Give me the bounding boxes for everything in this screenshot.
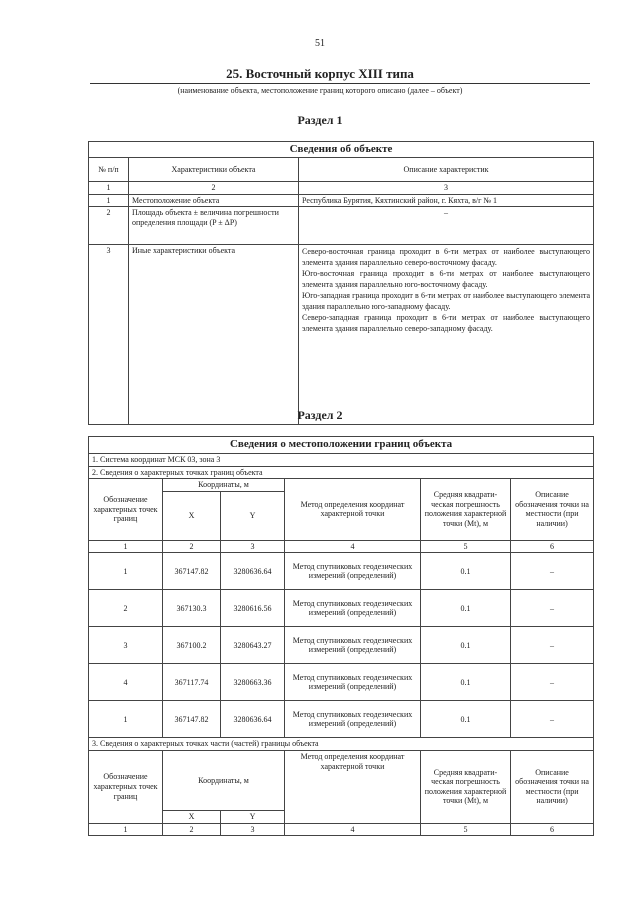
row-characteristic: Иные характеристики объекта — [129, 245, 299, 425]
header-y: Y — [221, 491, 285, 540]
point-method: Метод спутниковых геодезических измерений (определений) — [285, 590, 421, 627]
row-description: Северо-восточная граница проходит в 6-ти метрах от наиболее выступающего элемента здания параллельно северо-восточному фасаду. Юго-восточная граница проходит в 6-ти метрах от наиболее выступающего элемента здания параллельно юго-восточному фасаду. Юго-западная граница проходит в 6-ти метрах от наиболее выступающего элемента здания параллельно юго-западному фасаду. Северо-западная граница проходит в 6-ти метрах от наиболее выступающего элемента здания параллельно северо-западному фасаду. — [299, 245, 594, 425]
header-coords: Координаты, м — [163, 479, 285, 492]
page-title: 25. Восточный корпус XIII типа — [226, 66, 414, 81]
row-description: – — [299, 207, 594, 245]
page-number: 51 — [315, 38, 325, 49]
part-header-method: Метод определения координат характерной точки — [285, 750, 421, 823]
col-number: 5 — [421, 823, 511, 836]
part-header-x: X — [163, 810, 221, 823]
part-caption: 3. Сведения о характерных точках части (частей) границы объекта — [89, 738, 594, 751]
col-number: 1 — [89, 182, 129, 195]
point-x: 367130.3 — [163, 590, 221, 627]
row-num: 1 — [89, 194, 129, 207]
col-number: 3 — [221, 823, 285, 836]
points-caption: 2. Сведения о характерных точках границ объекта — [89, 466, 594, 479]
point-id: 3 — [89, 627, 163, 664]
object-info-table — [88, 141, 594, 425]
point-desc: – — [511, 590, 594, 627]
header-point-desc: Описание обозначения точки на местности (при наличии) — [511, 479, 594, 541]
point-x: 367147.82 — [163, 701, 221, 738]
part-header-error: Средняя квадрати-ческая погрешность положения характерной точки (Mt), м — [421, 750, 511, 823]
point-method: Метод спутниковых геодезических измерений (определений) — [285, 627, 421, 664]
col-number: 2 — [163, 540, 221, 553]
col-number: 1 — [89, 540, 163, 553]
point-id: 4 — [89, 664, 163, 701]
col-number: 3 — [221, 540, 285, 553]
table-row — [89, 245, 594, 425]
point-y: 3280663.36 — [221, 664, 285, 701]
point-mt: 0.1 — [421, 701, 511, 738]
coordinate-system: 1. Система координат МСК 03, зона 3 — [89, 454, 594, 467]
point-mt: 0.1 — [421, 590, 511, 627]
col-number: 2 — [163, 823, 221, 836]
header-error: Средняя квадрати-ческая погрешность положения характерной точки (Mt), м — [421, 479, 511, 541]
col-number: 6 — [511, 823, 594, 836]
table-row — [89, 664, 594, 701]
row-description: Республика Бурятия, Кяхтинский район, г. Кяхта, в/г № 1 — [299, 194, 594, 207]
table-row — [89, 194, 594, 207]
point-y: 3280636.64 — [221, 701, 285, 738]
point-x: 367147.82 — [163, 553, 221, 590]
point-desc: – — [511, 553, 594, 590]
point-y: 3280636.64 — [221, 553, 285, 590]
col-number: 3 — [299, 182, 594, 195]
point-mt: 0.1 — [421, 664, 511, 701]
boundary-points-table — [88, 436, 594, 836]
part-header-designation: Обозначение характерных точек границ — [89, 750, 163, 823]
header-x: X — [163, 491, 221, 540]
object-info-title: Сведения об объекте — [89, 142, 594, 158]
col-number: 5 — [421, 540, 511, 553]
point-mt: 0.1 — [421, 553, 511, 590]
table-row — [89, 590, 594, 627]
point-y: 3280616.56 — [221, 590, 285, 627]
col-number: 2 — [129, 182, 299, 195]
header-designation: Обозначение характерных точек границ — [89, 479, 163, 541]
row-num: 3 — [89, 245, 129, 425]
point-id: 1 — [89, 701, 163, 738]
col-number: 1 — [89, 823, 163, 836]
header-num: № п/п — [89, 158, 129, 182]
point-mt: 0.1 — [421, 627, 511, 664]
table-row — [89, 701, 594, 738]
header-description: Описание характеристик — [299, 158, 594, 182]
header-method: Метод определения координат характерной точки — [285, 479, 421, 541]
col-number: 6 — [511, 540, 594, 553]
section1-heading: Раздел 1 — [297, 113, 343, 127]
point-x: 367100.2 — [163, 627, 221, 664]
row-characteristic: Местоположение объекта — [129, 194, 299, 207]
row-characteristic: Площадь объекта ± величина погрешности определения площади (P ± ΔP) — [129, 207, 299, 245]
row-num: 2 — [89, 207, 129, 245]
point-id: 2 — [89, 590, 163, 627]
table-row — [89, 627, 594, 664]
table-row — [89, 207, 594, 245]
point-x: 367117.74 — [163, 664, 221, 701]
point-method: Метод спутниковых геодезических измерений (определений) — [285, 553, 421, 590]
point-desc: – — [511, 701, 594, 738]
boundary-table-title: Сведения о местоположении границ объекта — [89, 437, 594, 454]
part-header-y: Y — [221, 810, 285, 823]
col-number: 4 — [285, 823, 421, 836]
col-number: 4 — [285, 540, 421, 553]
point-desc: – — [511, 664, 594, 701]
section2-heading: Раздел 2 — [297, 408, 343, 422]
point-desc: – — [511, 627, 594, 664]
title-underline — [90, 83, 590, 84]
point-id: 1 — [89, 553, 163, 590]
table-row — [89, 553, 594, 590]
header-characteristic: Характеристики объекта — [129, 158, 299, 182]
point-y: 3280643.27 — [221, 627, 285, 664]
point-method: Метод спутниковых геодезических измерений (определений) — [285, 664, 421, 701]
part-header-point-desc: Описание обозначения точки на местности (при наличии) — [511, 750, 594, 823]
part-header-coords: Координаты, м — [163, 750, 285, 810]
point-method: Метод спутниковых геодезических измерений (определений) — [285, 701, 421, 738]
title-subcaption: (наименование объекта, местоположение границ которого описано (далее – объект) — [177, 86, 463, 95]
